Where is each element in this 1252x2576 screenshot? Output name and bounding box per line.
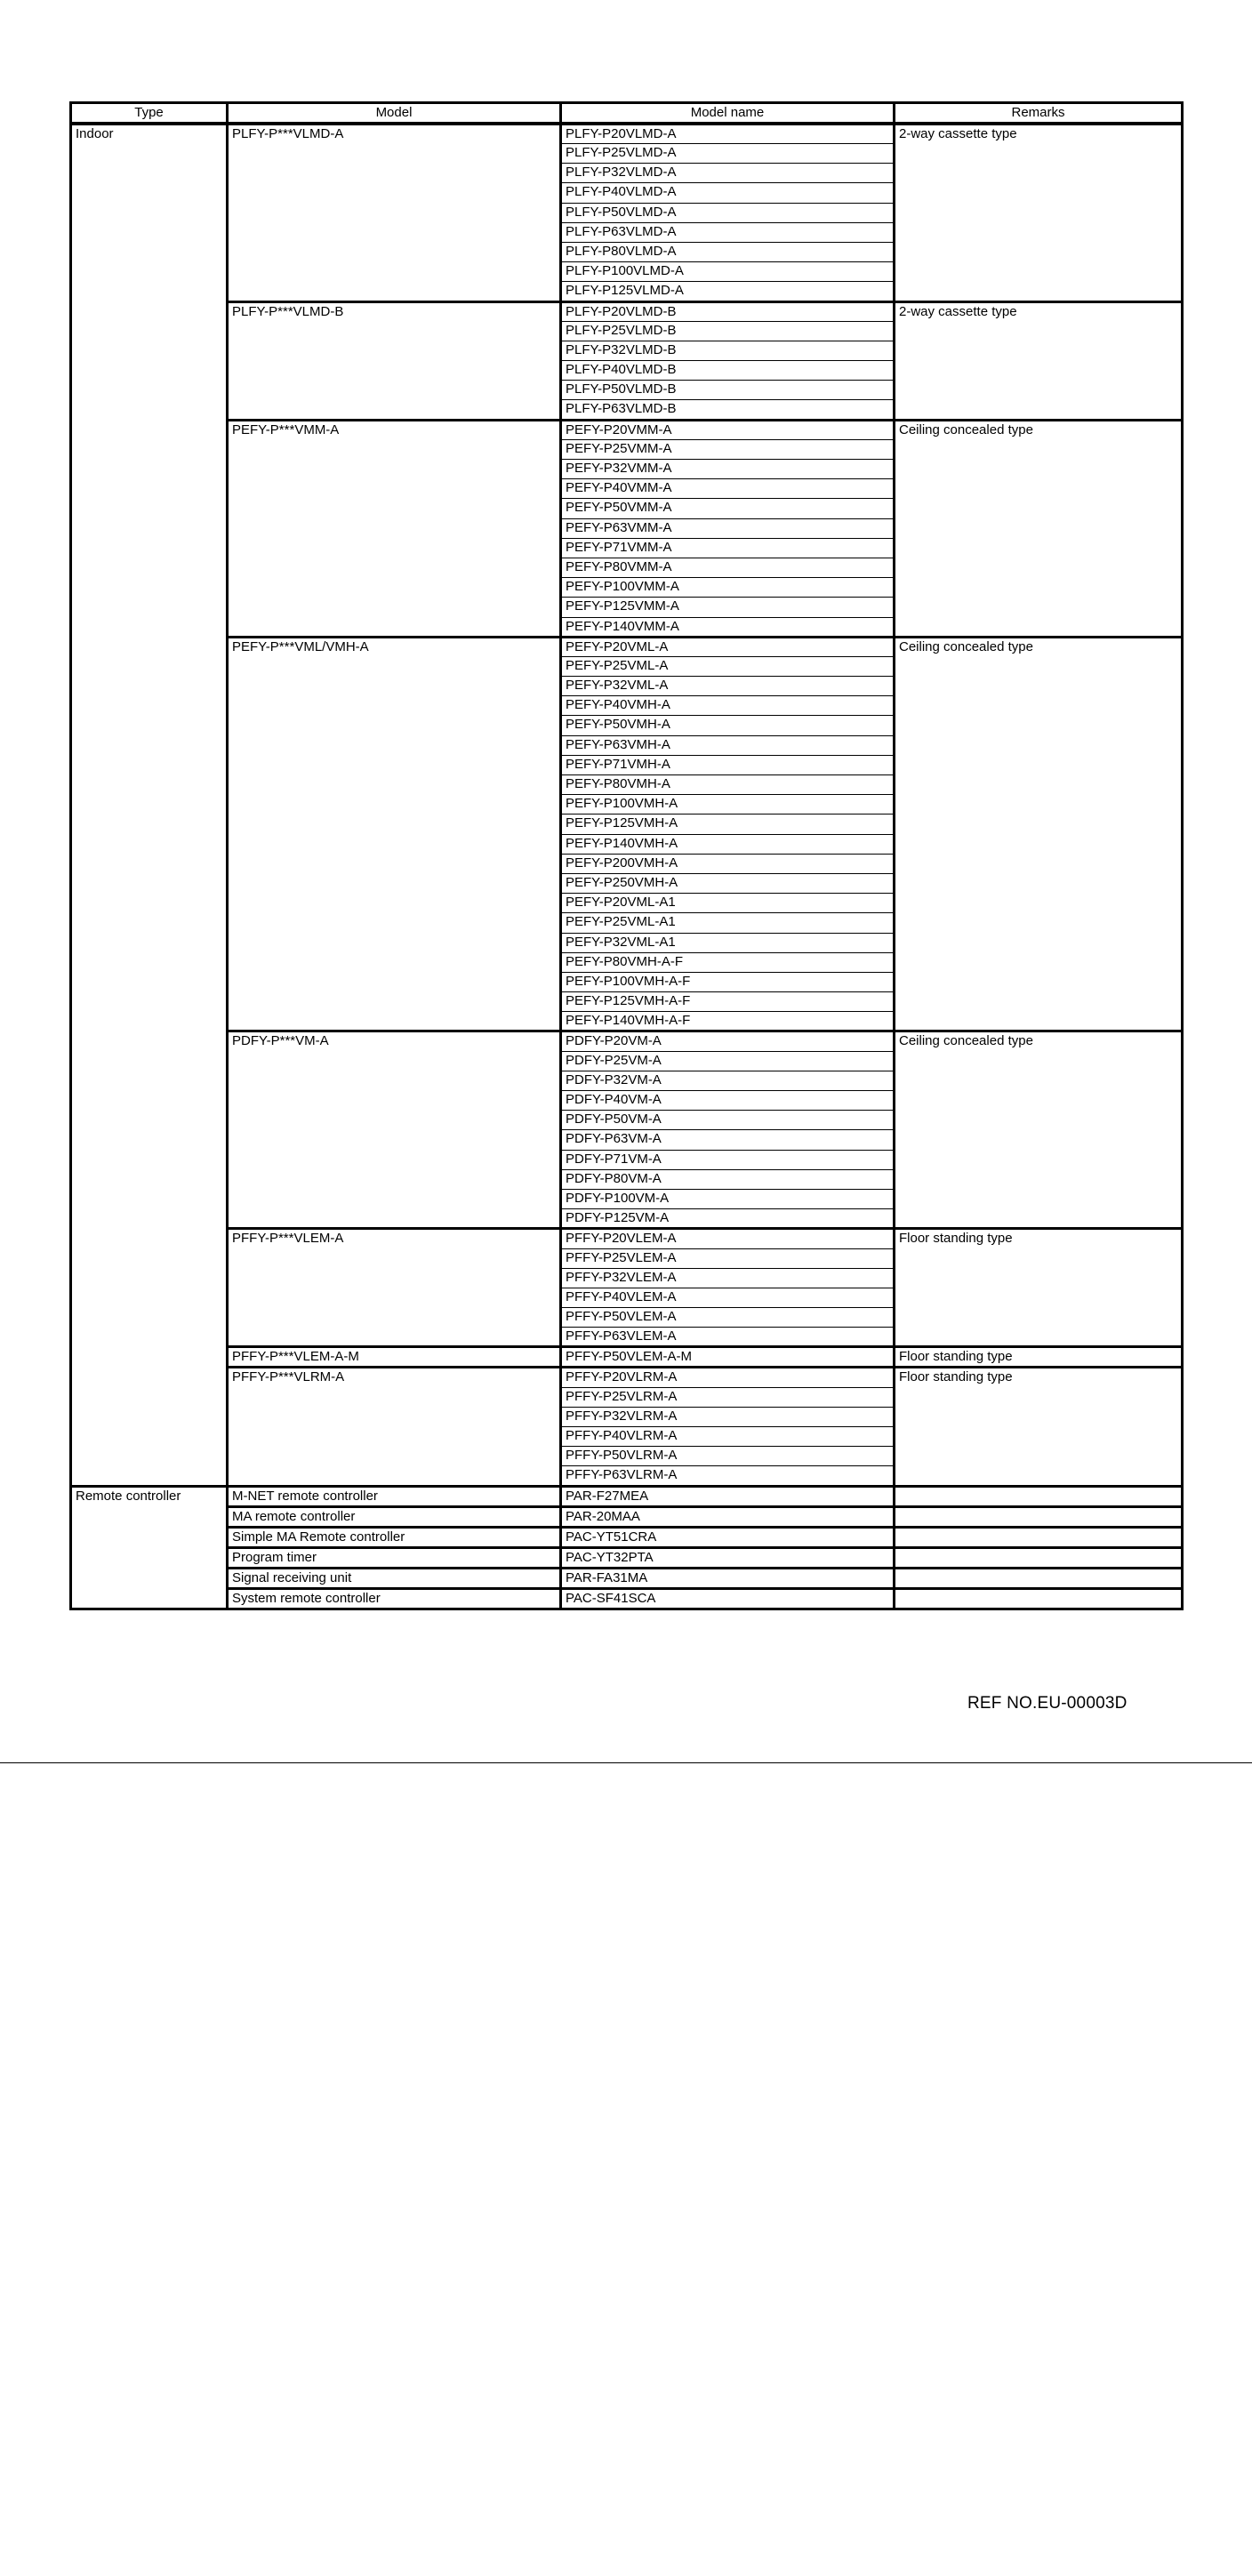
- table-row: [71, 1588, 1183, 1609]
- model-name-cell: PDFY-P32VM-A: [561, 1071, 895, 1090]
- model-name-cell: PEFY-P125VMH-A: [561, 815, 895, 834]
- model-name-cell: PEFY-P20VML-A: [561, 637, 895, 656]
- model-name-cell: PEFY-P71VMM-A: [561, 538, 895, 558]
- model-name-cell: PEFY-P32VMM-A: [561, 460, 895, 479]
- model-name-cell: PLFY-P63VLMD-A: [561, 222, 895, 242]
- model-name-cell: PFFY-P40VLRM-A: [561, 1427, 895, 1447]
- model-name-cell: PEFY-P63VMM-A: [561, 518, 895, 538]
- model-name-cell: PFFY-P32VLRM-A: [561, 1407, 895, 1426]
- model-name-cell: PFFY-P32VLEM-A: [561, 1268, 895, 1288]
- model-name-cell: PFFY-P20VLRM-A: [561, 1368, 895, 1387]
- remarks-cell: Ceiling concealed type: [895, 637, 1183, 1031]
- table-row: [71, 124, 1183, 144]
- model-name-cell: PLFY-P80VLMD-A: [561, 242, 895, 261]
- remarks-cell: [895, 1506, 1183, 1527]
- remarks-cell: Floor standing type: [895, 1368, 1183, 1486]
- model-cell: PLFY-P***VLMD-A: [228, 124, 561, 301]
- model-cell: Simple MA Remote controller: [228, 1527, 561, 1547]
- model-name-cell: PEFY-P140VMH-A-F: [561, 1012, 895, 1031]
- model-name-cell: PFFY-P25VLEM-A: [561, 1248, 895, 1268]
- table-row: [71, 637, 1183, 656]
- model-name-cell: PEFY-P25VML-A1: [561, 913, 895, 933]
- model-name-cell: PEFY-P32VML-A1: [561, 933, 895, 952]
- table-row: [71, 1506, 1183, 1527]
- model-name-cell: PLFY-P40VLMD-B: [561, 361, 895, 381]
- model-name-cell: PEFY-P125VMM-A: [561, 598, 895, 617]
- table-header: [71, 103, 1183, 124]
- model-name-cell: PEFY-P20VML-A1: [561, 894, 895, 913]
- model-cell: PFFY-P***VLEM-A: [228, 1229, 561, 1347]
- remarks-cell: 2-way cassette type: [895, 124, 1183, 301]
- table-row: [71, 1527, 1183, 1547]
- model-name-cell: PEFY-P25VML-A: [561, 656, 895, 676]
- model-name-cell: PAR-20MAA: [561, 1506, 895, 1527]
- model-name-cell: PFFY-P25VLRM-A: [561, 1387, 895, 1407]
- remarks-cell: Ceiling concealed type: [895, 420, 1183, 637]
- model-name-cell: PLFY-P25VLMD-A: [561, 144, 895, 164]
- table-row: [71, 1347, 1183, 1368]
- table-row: [71, 1547, 1183, 1568]
- remarks-cell: 2-way cassette type: [895, 301, 1183, 420]
- model-name-cell: PAC-SF41SCA: [561, 1588, 895, 1609]
- model-name-cell: PEFY-P32VML-A: [561, 677, 895, 696]
- model-name-cell: PAC-YT32PTA: [561, 1547, 895, 1568]
- model-name-cell: PLFY-P40VLMD-A: [561, 183, 895, 203]
- model-name-cell: PEFY-P20VMM-A: [561, 420, 895, 439]
- model-name-cell: PDFY-P63VM-A: [561, 1130, 895, 1150]
- model-cell: PEFY-P***VML/VMH-A: [228, 637, 561, 1031]
- model-name-cell: PFFY-P20VLEM-A: [561, 1229, 895, 1248]
- model-name-cell: PFFY-P63VLRM-A: [561, 1466, 895, 1486]
- model-name-cell: PLFY-P100VLMD-A: [561, 262, 895, 282]
- model-name-cell: PFFY-P50VLEM-A: [561, 1308, 895, 1328]
- model-cell: MA remote controller: [228, 1506, 561, 1527]
- model-name-cell: PLFY-P20VLMD-A: [561, 124, 895, 144]
- model-name-cell: PFFY-P63VLEM-A: [561, 1328, 895, 1347]
- model-name-cell: PEFY-P250VMH-A: [561, 873, 895, 893]
- table-row: [71, 1229, 1183, 1248]
- type-cell: Remote controller: [71, 1486, 228, 1609]
- table-row: [71, 1368, 1183, 1387]
- table-row: [71, 420, 1183, 439]
- model-cell: PFFY-P***VLRM-A: [228, 1368, 561, 1486]
- page-divider: [0, 1762, 1252, 1763]
- model-name-cell: PLFY-P50VLMD-B: [561, 381, 895, 400]
- table-row: [71, 1568, 1183, 1588]
- model-name-cell: PAC-YT51CRA: [561, 1527, 895, 1547]
- type-cell: Indoor: [71, 124, 228, 1486]
- model-name-cell: PEFY-P125VMH-A-F: [561, 992, 895, 1012]
- header-type: Type: [71, 103, 228, 124]
- remarks-cell: Ceiling concealed type: [895, 1031, 1183, 1229]
- header-row: [71, 103, 1183, 124]
- model-cell: PLFY-P***VLMD-B: [228, 301, 561, 420]
- model-name-cell: PLFY-P20VLMD-B: [561, 301, 895, 321]
- model-name-cell: PLFY-P32VLMD-A: [561, 164, 895, 183]
- model-name-cell: PEFY-P71VMH-A: [561, 755, 895, 774]
- model-name-cell: PDFY-P20VM-A: [561, 1031, 895, 1051]
- model-name-cell: PFFY-P50VLRM-A: [561, 1447, 895, 1466]
- header-model: Model: [228, 103, 561, 124]
- model-name-cell: PEFY-P50VMM-A: [561, 499, 895, 518]
- model-name-cell: PEFY-P40VMH-A: [561, 696, 895, 716]
- reference-number: REF NO.EU-00003D: [967, 1694, 1128, 1713]
- header-model-name: Model name: [561, 103, 895, 124]
- model-name-cell: PDFY-P40VM-A: [561, 1091, 895, 1111]
- model-cell: System remote controller: [228, 1588, 561, 1609]
- model-name-cell: PEFY-P50VMH-A: [561, 716, 895, 735]
- remarks-cell: [895, 1588, 1183, 1609]
- model-name-cell: PEFY-P80VMH-A: [561, 775, 895, 795]
- model-name-cell: PFFY-P50VLEM-A-M: [561, 1347, 895, 1368]
- table-row: [71, 1031, 1183, 1051]
- model-name-cell: PDFY-P80VM-A: [561, 1169, 895, 1189]
- model-name-cell: PEFY-P140VMH-A: [561, 834, 895, 854]
- model-name-cell: PEFY-P40VMM-A: [561, 479, 895, 499]
- table-body: [71, 124, 1183, 1609]
- model-cell: Signal receiving unit: [228, 1568, 561, 1588]
- model-name-cell: PEFY-P100VMH-A-F: [561, 972, 895, 991]
- model-name-cell: PLFY-P63VLMD-B: [561, 400, 895, 420]
- model-name-cell: PEFY-P140VMM-A: [561, 617, 895, 637]
- model-name-cell: PAR-F27MEA: [561, 1486, 895, 1506]
- model-name-cell: PEFY-P80VMH-A-F: [561, 952, 895, 972]
- model-name-cell: PLFY-P32VLMD-B: [561, 341, 895, 360]
- remarks-cell: Floor standing type: [895, 1229, 1183, 1347]
- remarks-cell: [895, 1486, 1183, 1506]
- model-name-cell: PEFY-P25VMM-A: [561, 439, 895, 459]
- table-row: [71, 1486, 1183, 1506]
- model-cell: PFFY-P***VLEM-A-M: [228, 1347, 561, 1368]
- model-cell: M-NET remote controller: [228, 1486, 561, 1506]
- model-list-table: [69, 101, 1184, 1610]
- remarks-cell: [895, 1568, 1183, 1588]
- model-name-cell: PLFY-P25VLMD-B: [561, 321, 895, 341]
- model-name-cell: PEFY-P100VMH-A: [561, 795, 895, 815]
- model-name-cell: PDFY-P25VM-A: [561, 1051, 895, 1071]
- model-cell: Program timer: [228, 1547, 561, 1568]
- remarks-cell: [895, 1527, 1183, 1547]
- model-name-cell: PEFY-P200VMH-A: [561, 854, 895, 873]
- model-name-cell: PAR-FA31MA: [561, 1568, 895, 1588]
- model-cell: PDFY-P***VM-A: [228, 1031, 561, 1229]
- table-row: [71, 301, 1183, 321]
- model-name-cell: PDFY-P50VM-A: [561, 1111, 895, 1130]
- model-name-cell: PFFY-P40VLEM-A: [561, 1288, 895, 1307]
- model-cell: PEFY-P***VMM-A: [228, 420, 561, 637]
- remarks-cell: Floor standing type: [895, 1347, 1183, 1368]
- model-name-cell: PDFY-P100VM-A: [561, 1189, 895, 1208]
- model-name-cell: PDFY-P71VM-A: [561, 1150, 895, 1169]
- model-name-cell: PLFY-P50VLMD-A: [561, 203, 895, 222]
- model-name-cell: PEFY-P63VMH-A: [561, 735, 895, 755]
- remarks-cell: [895, 1547, 1183, 1568]
- model-name-cell: PEFY-P80VMM-A: [561, 558, 895, 577]
- model-name-cell: PLFY-P125VLMD-A: [561, 282, 895, 301]
- model-name-cell: PDFY-P125VM-A: [561, 1209, 895, 1229]
- header-remarks: Remarks: [895, 103, 1183, 124]
- model-name-cell: PEFY-P100VMM-A: [561, 578, 895, 598]
